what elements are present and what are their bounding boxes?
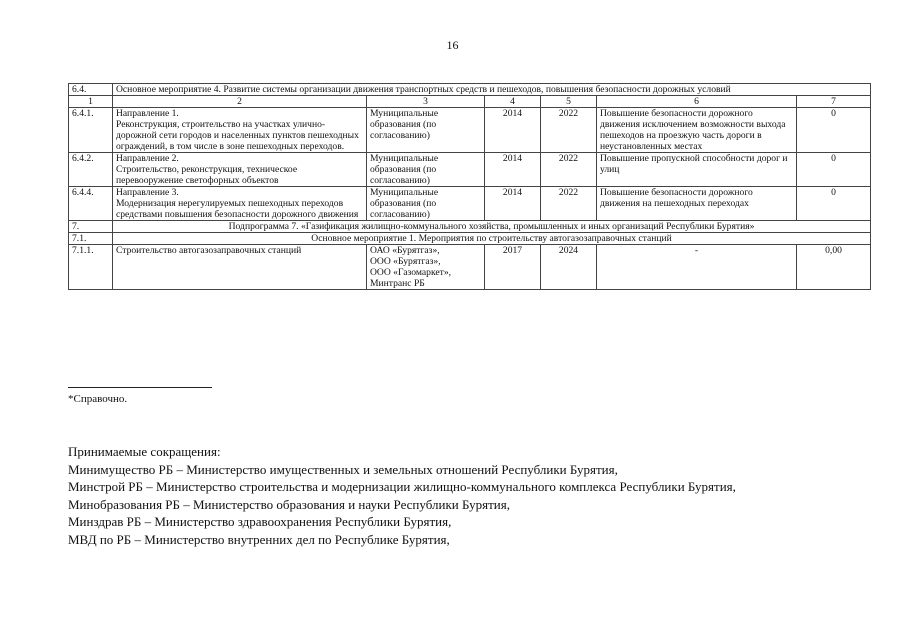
subprogram-row — [69, 221, 871, 233]
column-number: 3 — [367, 96, 485, 108]
abbreviation-item: Минздрав РБ – Министерство здравоохранения Республики Бурятия, — [68, 514, 452, 529]
column-number: 6 — [597, 96, 797, 108]
row-number: 6.4.4. — [69, 187, 113, 221]
row-start-year: 2014 — [485, 187, 541, 221]
row-end-year: 2022 — [541, 108, 597, 153]
abbreviations-block — [68, 443, 848, 548]
subprogram-title: Подпрограмма 7. «Газификация жилищно-коммунального хозяйства, промышленных и иных организаций Республики Бурятия» — [113, 221, 871, 233]
measure-row — [69, 233, 871, 245]
table-row — [69, 108, 871, 153]
column-number: 4 — [485, 96, 541, 108]
row-number: 6.4.2. — [69, 153, 113, 187]
row-end-year: 2022 — [541, 187, 597, 221]
measure-title: Основное мероприятие 1. Мероприятия по строительству автогазозаправочных станций — [113, 233, 871, 245]
row-name: Направление 2. Строительство, реконструкция, техническое перевооружение светофорных объектов — [113, 153, 367, 187]
section-number: 6.4. — [69, 84, 113, 96]
column-number: 5 — [541, 96, 597, 108]
footnote: *Справочно. — [68, 393, 128, 405]
row-number: 7.1.1. — [69, 245, 113, 290]
row-end-year: 2022 — [541, 153, 597, 187]
measure-number: 7.1. — [69, 233, 113, 245]
table-row — [69, 187, 871, 221]
row-end-year: 2024 — [541, 245, 597, 290]
row-value: 0 — [797, 187, 871, 221]
row-executor: Муниципальные образования (по согласованию) — [367, 153, 485, 187]
row-name: Направление 1. Реконструкция, строительство на участках улично-дорожной сети городов и населенных пунктов пешеходных ограждений, в том числе в зоне пешеходных переходов. — [113, 108, 367, 153]
row-value: 0,00 — [797, 245, 871, 290]
row-executor: Муниципальные образования (по согласованию) — [367, 187, 485, 221]
program-table — [68, 83, 871, 290]
row-result: Повышение пропускной способности дорог и улиц — [597, 153, 797, 187]
row-number: 6.4.1. — [69, 108, 113, 153]
row-value: 0 — [797, 108, 871, 153]
row-result: - — [597, 245, 797, 290]
row-start-year: 2014 — [485, 153, 541, 187]
row-start-year: 2017 — [485, 245, 541, 290]
row-executor: ОАО «Бурятгаз», ООО «Бурятгаз», ООО «Газомаркет», Минтранс РБ — [367, 245, 485, 290]
abbreviations-title: Принимаемые сокращения: — [68, 444, 221, 459]
row-name: Направление 3. Модернизация нерегулируемых пешеходных переходов средствами повышения безопасности дорожного движения — [113, 187, 367, 221]
row-result: Повышение безопасности дорожного движения исключением возможности выхода пешеходов на проезжую часть дороги в неустановленных местах — [597, 108, 797, 153]
row-value: 0 — [797, 153, 871, 187]
page-number: 16 — [446, 38, 459, 52]
column-number: 2 — [113, 96, 367, 108]
column-number-row — [69, 96, 871, 108]
abbreviation-item: Минобразования РБ – Министерство образования и науки Республики Бурятия, — [68, 496, 510, 512]
table-row — [69, 245, 871, 290]
abbreviation-item: МВД по РБ – Министерство внутренних дел по Республике Бурятия, — [68, 531, 450, 547]
section-row — [69, 84, 871, 96]
row-executor: Муниципальные образования (по согласованию) — [367, 108, 485, 153]
footnote-divider — [68, 387, 212, 388]
section-title: Основное мероприятие 4. Развитие системы организации движения транспортных средств и пешеходов, повышения безопасности дорожных условий — [113, 84, 871, 96]
subprogram-number: 7. — [69, 221, 113, 233]
abbreviation-item: Минстрой РБ – Министерство строительства и модернизации жилищно-коммунального комплекса Республики Бурятия, — [68, 479, 736, 494]
column-number: 1 — [69, 96, 113, 108]
abbreviation-item: Минимущество РБ – Министерство имущественных и земельных отношений Республики Бурятия, — [68, 461, 618, 477]
row-name: Строительство автогазозаправочных станций — [113, 245, 367, 290]
column-number: 7 — [797, 96, 871, 108]
table-row — [69, 153, 871, 187]
row-start-year: 2014 — [485, 108, 541, 153]
row-result: Повышение безопасности дорожного движения на пешеходных переходах — [597, 187, 797, 221]
